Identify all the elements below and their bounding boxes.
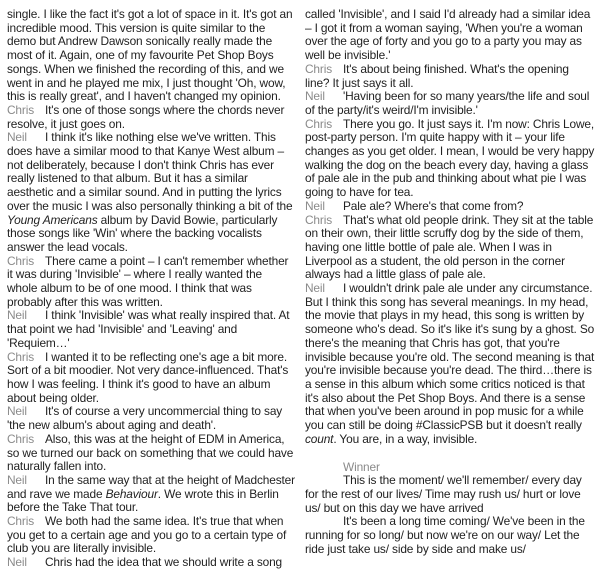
paragraph-text: Also, this was at the height of EDM in America, so we turned our back on something that we could have naturally fallen into. (7, 431, 294, 474)
speaker-label: Chris (305, 212, 332, 227)
song-title: Winner (343, 459, 380, 474)
paragraph-text: called 'Invisible', and I said I'd already had a similar idea – I got it from a woman saying, 'When you're a woman over the age of forty and you go to a party you may as well be invisible.' (305, 7, 591, 63)
paragraph-text: I think 'Invisible' was what really inspired that. At that point we had 'Invisible' and 'Leaving' and 'Requiem…' (7, 308, 290, 350)
interview-paragraph (305, 214, 595, 283)
paragraph-text: It's about being finished. What's the opening line? It just says it all. (305, 61, 569, 90)
paragraph-text: . We wrote this in Berlin before the Take That tour. (7, 486, 279, 515)
interview-paragraph (7, 104, 295, 131)
speaker-label: Chris (7, 514, 34, 529)
speaker-label: Neil (7, 404, 27, 419)
paragraph-text: 'Having been for so many years/the life and soul of the party/it's weird/I'm invisible.' (305, 89, 590, 117)
paragraph-text: Chris had the idea that we should write a song (45, 555, 283, 570)
speaker-label: Chris (7, 102, 34, 117)
interview-paragraph (305, 118, 595, 200)
speaker-label: Chris (7, 349, 34, 364)
interview-paragraph (7, 309, 295, 350)
speaker-label: Chris (305, 61, 332, 76)
left-column (7, 8, 295, 570)
interview-paragraph (7, 556, 295, 570)
paragraph-text: It's one of those songs where the chords never resolve, it just goes on. (7, 102, 285, 131)
right-column (305, 8, 595, 556)
interview-paragraph (7, 433, 295, 474)
interview-paragraph (305, 282, 595, 446)
paragraph-text: That's what old people drink. They sit at the table on their own, their little scruffy dog by the side of them, having one little bottle of pale ale. When I was in Liverpool as a student, the old person in the corner always had a little glass of pale ale. (305, 212, 594, 282)
paragraph-text: It's of course a very uncommercial thing to say 'the new album's about aging and death'. (7, 404, 283, 433)
lyric-text: It's been a long time coming/ We've been in the running for so long/ but now we're on our way/ Let the ride just take us/ side by side and make us/ (305, 514, 585, 556)
interview-paragraph (7, 255, 295, 310)
paragraph-text: album by David Bowie, particularly those songs like 'Win' where the backing vocalists answer the lead vocals. (7, 212, 278, 254)
paragraph-text: single. I like the fact it's got a lot of space in it. It's got an incredible mood. This version is quite similar to the demo but Andrew Dawson sonically really made the most of it. Again, one of my favourite Pet Shop Boys songs. When we finished the recording of this, and we went in and he played me mix, I just thought 'Oh, wow, this is really great', and I haven't changed my opinion. (7, 7, 293, 104)
interview-paragraph (7, 8, 295, 104)
paragraph-text: I think it's like nothing else we've written. This does have a similar mood to that Kanye West album – not deliberately, because I don't think Chris has ever really listened to that album. But it has a similar aesthetic and a similar sound. And in putting the lyrics over the music I was also personally thinking a bit of the (7, 130, 293, 213)
interview-paragraph (7, 131, 295, 254)
speaker-label: Chris (7, 431, 34, 446)
interview-paragraph (7, 405, 295, 432)
speaker-label: Neil (7, 472, 27, 487)
paragraph-text: I wouldn't drink pale ale under any circumstance. But I think this song has several meanings. In my head, the movie that plays in my head, this song is written by someone who's dead. So it's like it's sung by a ghost. So there's the meaning that Chris has got, that you're invisible because you're old. The second meaning is that you're invisible because you're dead. The third…there is a sense in this album which some critics noticed is that it's also about the Pet Shop Boys. And there is a sense that when you've been around in pop music for a while you can still be doing #ClassicPSB but it doesn't really (305, 281, 595, 433)
emphasis-word: count (305, 431, 334, 446)
interview-paragraph (7, 474, 295, 515)
speaker-label: Neil (7, 308, 27, 323)
paragraph-text: Pale ale? Where's that come from? (343, 198, 524, 213)
paragraph-text: There came a point – I can't remember whether it was during 'Invisible' – where I really wanted the whole album to be of one mood. I think that was probably after this was written. (7, 253, 289, 309)
interview-paragraph (305, 90, 595, 117)
interview-paragraph (305, 8, 595, 63)
interview-paragraph (7, 515, 295, 556)
paragraph-text: We both had the same idea. It's true that when you get to a certain age and you go to a certain type of club you are literally invisible. (7, 514, 287, 556)
album-title: Behaviour (105, 486, 158, 501)
lyric-stanza (305, 515, 595, 556)
lyric-text: This is the moment/ we'll remember/ every day for the rest of our lives/ Time may rush us/ hurt or love us/ but on this day we have arrived (305, 473, 582, 515)
section-gap (305, 447, 595, 461)
lyric-stanza (305, 474, 595, 515)
speaker-label: Neil (7, 555, 27, 570)
speaker-label: Neil (305, 281, 325, 296)
speaker-label: Chris (305, 116, 332, 131)
interview-paragraph (305, 63, 595, 90)
paragraph-text: In the same way that at the height of Madchester and rave we made (7, 472, 295, 501)
album-title: Young Americans (7, 212, 98, 227)
interview-paragraph (7, 351, 295, 406)
interview-paragraph (305, 200, 595, 214)
speaker-label: Neil (305, 89, 325, 104)
paragraph-text: There you go. It just says it. I'm now: Chris Lowe, post-party person. I'm quite happy with it – your life changes as you get older. I mean, I would be very happy walking the dog on the beach every day, having a glass of pale ale in the pub and thinking about what pie I was going to have for tea. (305, 116, 595, 200)
speaker-label: Neil (305, 198, 325, 213)
speaker-label: Neil (7, 130, 27, 145)
paragraph-text: . You are, in a way, invisible. (333, 431, 478, 446)
paragraph-text: I wanted it to be reflecting one's age a bit more. Sort of a bit moodier. Not very dance-influenced. That's how I was feeling. I think it's good to have an album about being older. (7, 349, 289, 405)
speaker-label: Chris (7, 253, 34, 268)
